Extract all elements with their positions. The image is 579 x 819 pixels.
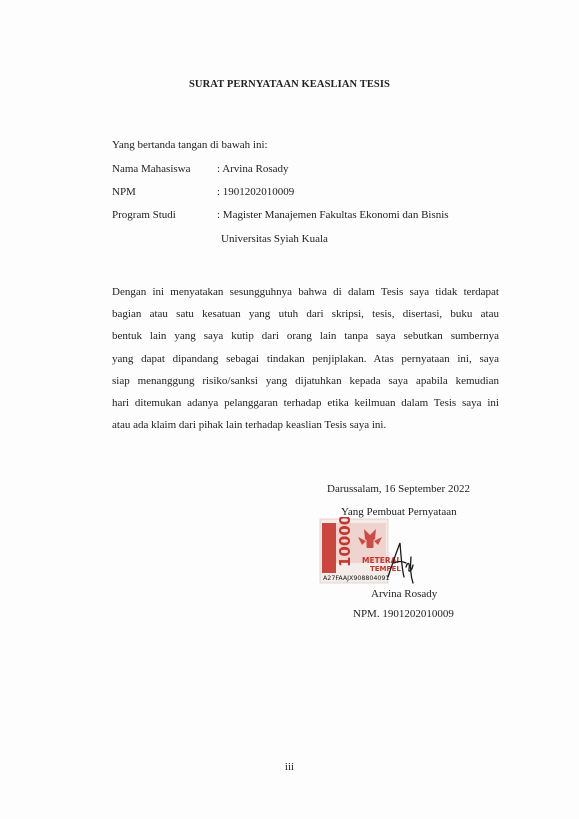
meterai-stamp-graphic bbox=[318, 517, 416, 585]
page-number: iii bbox=[284, 761, 295, 773]
paragraph-line: yang dapat dipandang sebagai tindakan penjiplakan. Atas pernyataan ini, saya bbox=[112, 352, 499, 365]
signer-npm: NPM. 1901202010009 bbox=[353, 608, 454, 620]
document-title: SURAT PERNYATAAN KEASLIAN TESIS bbox=[188, 79, 390, 90]
statement-paragraph bbox=[112, 281, 499, 436]
paragraph-line: atau ada klaim dari pihak lain terhadap keaslian Tesis saya ini. bbox=[112, 419, 387, 432]
field-label: Program Studi bbox=[112, 209, 176, 221]
stamp-label-bottom: TEMPEL bbox=[370, 565, 401, 573]
signer-role: Yang Pembuat Pernyataan bbox=[341, 506, 457, 518]
paragraph-line: bagian atau satu kesatuan yang utuh dari skripsi, tesis, disertasi, buku atau bbox=[112, 308, 499, 321]
signer-name: Arvina Rosady bbox=[371, 588, 438, 600]
intro-text: Yang bertanda tangan di bawah ini: bbox=[112, 139, 268, 151]
paragraph-line: siap menanggung risiko/sanksi yang dijatuhkan kepada saya apabila kemudian bbox=[112, 374, 499, 387]
meterai-stamp bbox=[318, 517, 416, 585]
field-value: : Magister Manajemen Fakultas Ekonomi dan Bisnis bbox=[217, 209, 449, 221]
stamp-value: 10000 bbox=[336, 517, 354, 567]
paragraph-line: bentuk lain yang saya kutip dari orang lain tanpa saya sebutkan sumbernya bbox=[112, 330, 499, 343]
field-label: Nama Mahasiswa bbox=[112, 163, 191, 175]
place-date: Darussalam, 16 September 2022 bbox=[327, 483, 470, 495]
program-continuation: Universitas Syiah Kuala bbox=[221, 233, 328, 245]
field-value: : Arvina Rosady bbox=[217, 163, 289, 175]
stamp-serial: A27FAAJX908804091 bbox=[323, 575, 390, 582]
paragraph-line: hari ditemukan adanya pelanggaran terhadap etika keilmuan dalam Tesis saya ini bbox=[112, 397, 499, 410]
field-label: NPM bbox=[112, 186, 136, 198]
paragraph-line: Dengan ini menyatakan sesungguhnya bahwa di dalam Tesis saya tidak terdapat bbox=[112, 286, 499, 298]
field-value: : 1901202010009 bbox=[217, 186, 295, 198]
stamp-label-top: METERAI bbox=[362, 556, 400, 565]
